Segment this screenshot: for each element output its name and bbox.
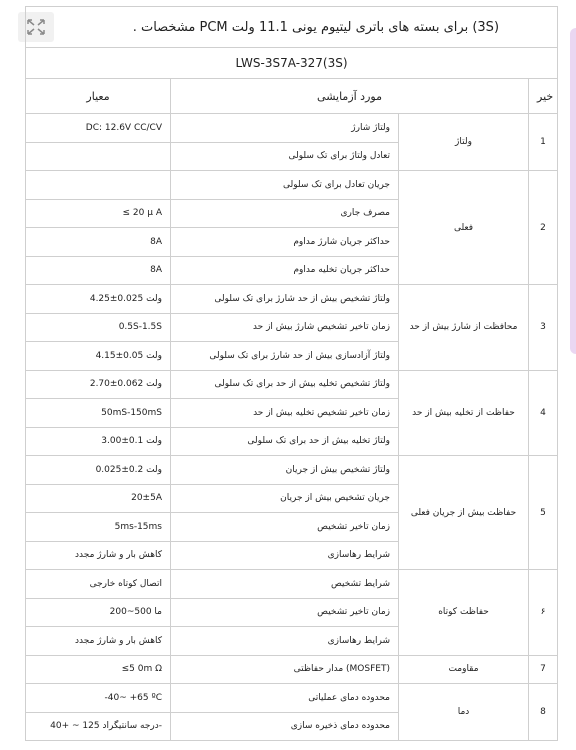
test-item: ولتاژ تشخیص بیش از جریان (171, 456, 399, 485)
header-number: خیر (529, 79, 558, 114)
test-item: ولتاژ تشخیص بیش از حد شارژ برای تک سلولی (171, 285, 399, 314)
standard-value: کاهش بار و شارژ مجدد (26, 541, 171, 570)
standard-value: 8A (26, 256, 171, 285)
standard-value: -40~ +65 ºC (26, 684, 171, 713)
test-item: شرایط تشخیص (171, 570, 399, 599)
row-number: 7 (529, 655, 558, 684)
category-label: حفاظت بیش از جریان فعلی (399, 456, 529, 570)
standard-value: 200~500 ما (26, 598, 171, 627)
row-number: 3 (529, 285, 558, 371)
standard-value: کاهش بار و شارژ مجدد (26, 627, 171, 656)
test-item: محدوده دمای ذخیره سازی (171, 712, 399, 741)
table-row (26, 171, 558, 200)
standard-value: 4.15±0.05 ولت (26, 342, 171, 371)
test-item: ولتاژ تخلیه بیش از حد برای تک سلولی (171, 427, 399, 456)
test-item: محدوده دمای عملیاتی (171, 684, 399, 713)
standard-value (26, 142, 171, 171)
test-item: شرایط رهاسازی (171, 541, 399, 570)
standard-value: 8A (26, 228, 171, 257)
standard-value (26, 171, 171, 200)
test-item: زمان تاخیر تشخیص (171, 513, 399, 542)
table-row (26, 456, 558, 485)
test-item: جریان تشخیص بیش از جریان (171, 484, 399, 513)
standard-value: 3.00±0.1 ولت (26, 427, 171, 456)
standard-value: 4.25±0.025 ولت (26, 285, 171, 314)
table-row (26, 570, 558, 599)
table-row (26, 655, 558, 684)
model-number: LWS-3S7A-327(3S) (26, 48, 558, 79)
standard-value: 0.5S-1.5S (26, 313, 171, 342)
test-item: شرایط رهاسازی (171, 627, 399, 656)
category-label: مقاومت (399, 655, 529, 684)
standard-value: 5ms-15ms (26, 513, 171, 542)
test-item: جریان تعادل برای تک سلولی (171, 171, 399, 200)
category-label: دما (399, 684, 529, 741)
header-test-item: مورد آزمایشی (171, 79, 529, 114)
table-row (26, 684, 558, 713)
header-standard: معیار (26, 79, 171, 114)
standard-value: ≤5 0m Ω (26, 655, 171, 684)
standard-value: 0.025±0.2 ولت (26, 456, 171, 485)
row-number: 8 (529, 684, 558, 741)
table-header-row (26, 79, 558, 114)
standard-value: DC: 12.6V CC/CV (26, 114, 171, 143)
standard-value: درجه سانتیگراد 125 ~ +40- (26, 712, 171, 741)
test-item: ولتاژ تشخیص تخلیه بیش از حد برای تک سلولی (171, 370, 399, 399)
row-number: 4 (529, 370, 558, 456)
row-number: 5 (529, 456, 558, 570)
standard-value: ≤ 20 μ A (26, 199, 171, 228)
test-item: تعادل ولتاژ برای تک سلولی (171, 142, 399, 171)
test-item: حداکثر جریان شارژ مداوم (171, 228, 399, 257)
spec-table (25, 6, 558, 741)
category-label: ولتاژ (399, 114, 529, 171)
test-item: مصرف جاری (171, 199, 399, 228)
test-item: زمان تاخیر تشخیص شارژ بیش از حد (171, 313, 399, 342)
standard-value: اتصال کوتاه خارجی (26, 570, 171, 599)
category-label: حفاظت کوتاه (399, 570, 529, 656)
test-item: ولتاژ آزادسازی بیش از حد شارژ برای تک سلولی (171, 342, 399, 371)
row-number: 1 (529, 114, 558, 171)
side-scroll-tab[interactable] (570, 28, 576, 354)
standard-value: 2.70±0.062 ولت (26, 370, 171, 399)
category-label: حفاظت از تخلیه بیش از حد (399, 370, 529, 456)
standard-value: 50mS-150mS (26, 399, 171, 428)
category-label: محافظت از شارژ بیش از حد (399, 285, 529, 371)
test-item: حداکثر جریان تخلیه مداوم (171, 256, 399, 285)
row-number: 2 (529, 171, 558, 285)
table-row (26, 114, 558, 143)
standard-value: 20±5A (26, 484, 171, 513)
test-item: ولتاژ شارژ (171, 114, 399, 143)
test-item: زمان تاخیر تشخیص تخلیه بیش از حد (171, 399, 399, 428)
row-number: ۶ (529, 570, 558, 656)
test-item: (MOSFET) مدار حفاظتی (171, 655, 399, 684)
table-row (26, 285, 558, 314)
table-row (26, 370, 558, 399)
category-label: فعلی (399, 171, 529, 285)
test-item: زمان تاخیر تشخیص (171, 598, 399, 627)
page-title: (3S) برای بسته های باتری لیتیوم یونی 11.1 ولت PCM مشخصات . (26, 7, 558, 48)
